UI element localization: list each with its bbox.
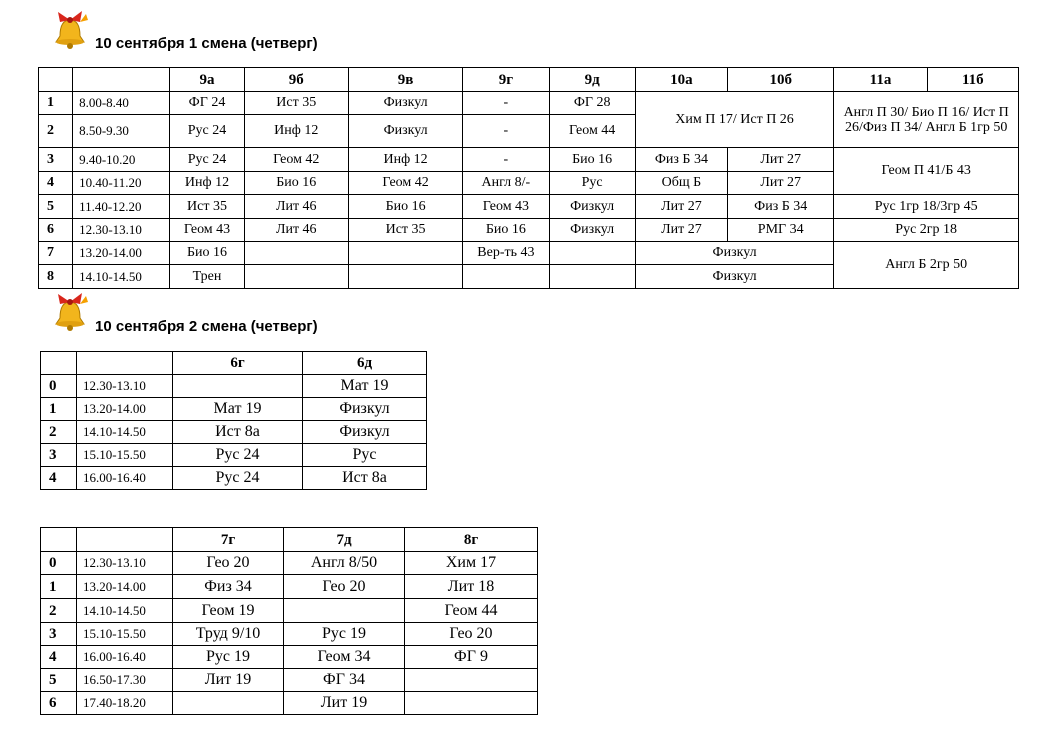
cell-10-merged: Хим П 17/ Ист П 26: [635, 92, 834, 148]
lesson-time: 14.10-14.50: [77, 599, 173, 623]
cell-7d: Рус 19: [284, 623, 405, 646]
cell-6d: Ист 8а: [303, 467, 427, 490]
cell-9d: [549, 265, 635, 289]
cell-9g: -: [463, 115, 549, 148]
table-row: [41, 375, 427, 398]
cell-9a: Ист 35: [170, 195, 244, 219]
lesson-number: 6: [41, 692, 77, 715]
cell-7g: Труд 9/10: [173, 623, 284, 646]
cell-6d: Физкул: [303, 398, 427, 421]
lesson-time: 15.10-15.50: [77, 623, 173, 646]
table-row: [41, 552, 538, 575]
lesson-time: 17.40-18.20: [77, 692, 173, 715]
header-cell: 6г: [173, 352, 303, 375]
cell-8g: Хим 17: [405, 552, 538, 575]
cell-9g: -: [463, 148, 549, 172]
cell-9d: Физкул: [549, 195, 635, 219]
lesson-number: 8: [39, 265, 73, 289]
bell-with-bow-icon: [50, 290, 90, 334]
cell-7d: Англ 8/50: [284, 552, 405, 575]
shift1-title: 10 сентября 1 смена (четверг): [95, 35, 318, 52]
cell-9b: [244, 265, 348, 289]
lesson-number: 5: [39, 195, 73, 219]
table-row: [41, 623, 538, 646]
cell-11-merged: Геом П 41/Б 43: [834, 148, 1019, 195]
cell-9a: Инф 12: [170, 172, 244, 195]
lesson-time: 16.00-16.40: [77, 467, 173, 490]
cell-10-merged: Физкул: [635, 265, 834, 289]
cell-9g: -: [463, 92, 549, 115]
cell-9b: Геом 42: [244, 148, 348, 172]
cell-10a: Физ Б 34: [635, 148, 727, 172]
table-row: [41, 398, 427, 421]
lesson-number: 4: [41, 646, 77, 669]
cell-7g: Гео 20: [173, 552, 284, 575]
header-cell: 11а: [834, 68, 927, 92]
cell-9a: Геом 43: [170, 219, 244, 242]
header-cell: [41, 352, 77, 375]
cell-8g: ФГ 9: [405, 646, 538, 669]
cell-9v: Инф 12: [348, 148, 462, 172]
cell-10b: Лит 27: [728, 172, 834, 195]
cell-9g: Вер-ть 43: [463, 242, 549, 265]
table-row: [41, 646, 538, 669]
cell-9v: Физкул: [348, 115, 462, 148]
table-row: [39, 242, 1019, 265]
cell-9b: Ист 35: [244, 92, 348, 115]
cell-9g: Геом 43: [463, 195, 549, 219]
cell-7d: ФГ 34: [284, 669, 405, 692]
header-cell: [77, 352, 173, 375]
lesson-time: 14.10-14.50: [73, 265, 170, 289]
cell-9a: Трен: [170, 265, 244, 289]
cell-9b: Био 16: [244, 172, 348, 195]
table-row: [39, 92, 1019, 115]
cell-10a: Лит 27: [635, 195, 727, 219]
cell-9g: [463, 265, 549, 289]
cell-9v: Геом 42: [348, 172, 462, 195]
lesson-time: 11.40-12.20: [73, 195, 170, 219]
header-cell: 10б: [728, 68, 834, 92]
header-row: [39, 68, 1019, 92]
shift2-table-6: [40, 351, 427, 490]
cell-8g: Геом 44: [405, 599, 538, 623]
cell-7g: Геом 19: [173, 599, 284, 623]
table-row: [41, 669, 538, 692]
cell-9v: Био 16: [348, 195, 462, 219]
lesson-number: 1: [41, 575, 77, 599]
cell-8g: [405, 669, 538, 692]
cell-9d: Био 16: [549, 148, 635, 172]
cell-7g: Лит 19: [173, 669, 284, 692]
cell-9d: Геом 44: [549, 115, 635, 148]
lesson-time: 16.50-17.30: [77, 669, 173, 692]
cell-7d: Гео 20: [284, 575, 405, 599]
cell-7d: Лит 19: [284, 692, 405, 715]
header-cell: [39, 68, 73, 92]
table-row: [39, 219, 1019, 242]
lesson-number: 0: [41, 375, 77, 398]
cell-10b: Физ Б 34: [728, 195, 834, 219]
lesson-number: 3: [41, 444, 77, 467]
lesson-number: 0: [41, 552, 77, 575]
cell-9v: [348, 265, 462, 289]
shift2-title: 10 сентября 2 смена (четверг): [95, 318, 318, 335]
lesson-time: 13.20-14.00: [77, 398, 173, 421]
lesson-time: 8.00-8.40: [73, 92, 170, 115]
lesson-number: 1: [41, 398, 77, 421]
header-cell: [77, 528, 173, 552]
header-row: [41, 352, 427, 375]
table-row: [39, 195, 1019, 219]
lesson-time: 8.50-9.30: [73, 115, 170, 148]
cell-8g: Лит 18: [405, 575, 538, 599]
table-row: [41, 467, 427, 490]
table-row: [41, 692, 538, 715]
cell-9g: Био 16: [463, 219, 549, 242]
cell-9v: [348, 242, 462, 265]
cell-6d: Рус: [303, 444, 427, 467]
cell-7g: [173, 692, 284, 715]
header-cell: 11б: [927, 68, 1018, 92]
cell-6g: Рус 24: [173, 444, 303, 467]
cell-10a: Лит 27: [635, 219, 727, 242]
lesson-time: 12.30-13.10: [77, 375, 173, 398]
lesson-number: 4: [41, 467, 77, 490]
lesson-time: 16.00-16.40: [77, 646, 173, 669]
cell-10b: Лит 27: [728, 148, 834, 172]
lesson-number: 3: [41, 623, 77, 646]
cell-9d: [549, 242, 635, 265]
cell-6d: Физкул: [303, 421, 427, 444]
table-row: [41, 444, 427, 467]
lesson-number: 4: [39, 172, 73, 195]
cell-6g: Мат 19: [173, 398, 303, 421]
cell-11-merged: Англ Б 2гр 50: [834, 242, 1019, 289]
lesson-time: 12.30-13.10: [73, 219, 170, 242]
cell-9g: Англ 8/-: [463, 172, 549, 195]
lesson-number: 6: [39, 219, 73, 242]
lesson-time: 13.20-14.00: [73, 242, 170, 265]
lesson-time: 9.40-10.20: [73, 148, 170, 172]
cell-6g: [173, 375, 303, 398]
cell-7d: [284, 599, 405, 623]
cell-9b: [244, 242, 348, 265]
header-cell: 9б: [244, 68, 348, 92]
lesson-time: 13.20-14.00: [77, 575, 173, 599]
lesson-number: 3: [39, 148, 73, 172]
cell-11-merged: Англ П 30/ Био П 16/ Ист П 26/Физ П 34/ Англ Б 1гр 50: [834, 92, 1019, 148]
table-row: [41, 421, 427, 444]
header-cell: 7д: [284, 528, 405, 552]
header-cell: 9а: [170, 68, 244, 92]
cell-7g: Рус 19: [173, 646, 284, 669]
lesson-time: 15.10-15.50: [77, 444, 173, 467]
cell-9a: Био 16: [170, 242, 244, 265]
lesson-number: 2: [41, 599, 77, 623]
cell-9a: ФГ 24: [170, 92, 244, 115]
lesson-number: 2: [41, 421, 77, 444]
header-cell: 6д: [303, 352, 427, 375]
cell-8g: Гео 20: [405, 623, 538, 646]
cell-9b: Лит 46: [244, 219, 348, 242]
cell-9b: Инф 12: [244, 115, 348, 148]
header-cell: [73, 68, 170, 92]
cell-11-merged: Рус 2гр 18: [834, 219, 1019, 242]
lesson-number: 1: [39, 92, 73, 115]
cell-7g: Физ 34: [173, 575, 284, 599]
shift1-schedule-table: [38, 67, 1019, 289]
table-row: [41, 575, 538, 599]
cell-10b: РМГ 34: [728, 219, 834, 242]
header-cell: 9д: [549, 68, 635, 92]
lesson-number: 7: [39, 242, 73, 265]
cell-10-merged: Физкул: [635, 242, 834, 265]
lesson-number: 5: [41, 669, 77, 692]
cell-6d: Мат 19: [303, 375, 427, 398]
cell-6g: Рус 24: [173, 467, 303, 490]
cell-8g: [405, 692, 538, 715]
cell-6g: Ист 8а: [173, 421, 303, 444]
cell-9d: Физкул: [549, 219, 635, 242]
table-row: [39, 148, 1019, 172]
cell-9a: Рус 24: [170, 115, 244, 148]
header-cell: 9г: [463, 68, 549, 92]
cell-7d: Геом 34: [284, 646, 405, 669]
cell-9v: Физкул: [348, 92, 462, 115]
header-cell: 10а: [635, 68, 727, 92]
lesson-time: 10.40-11.20: [73, 172, 170, 195]
cell-9v: Ист 35: [348, 219, 462, 242]
table-row: [41, 599, 538, 623]
cell-9d: ФГ 28: [549, 92, 635, 115]
bell-with-bow-icon: [50, 8, 90, 52]
cell-9a: Рус 24: [170, 148, 244, 172]
cell-9d: Рус: [549, 172, 635, 195]
cell-10a: Общ Б: [635, 172, 727, 195]
header-cell: 9в: [348, 68, 462, 92]
header-cell: [41, 528, 77, 552]
header-row: [41, 528, 538, 552]
cell-11-merged: Рус 1гр 18/3гр 45: [834, 195, 1019, 219]
shift2-table-7-8: [40, 527, 538, 715]
lesson-number: 2: [39, 115, 73, 148]
header-cell: 8г: [405, 528, 538, 552]
header-cell: 7г: [173, 528, 284, 552]
cell-9b: Лит 46: [244, 195, 348, 219]
lesson-time: 14.10-14.50: [77, 421, 173, 444]
lesson-time: 12.30-13.10: [77, 552, 173, 575]
